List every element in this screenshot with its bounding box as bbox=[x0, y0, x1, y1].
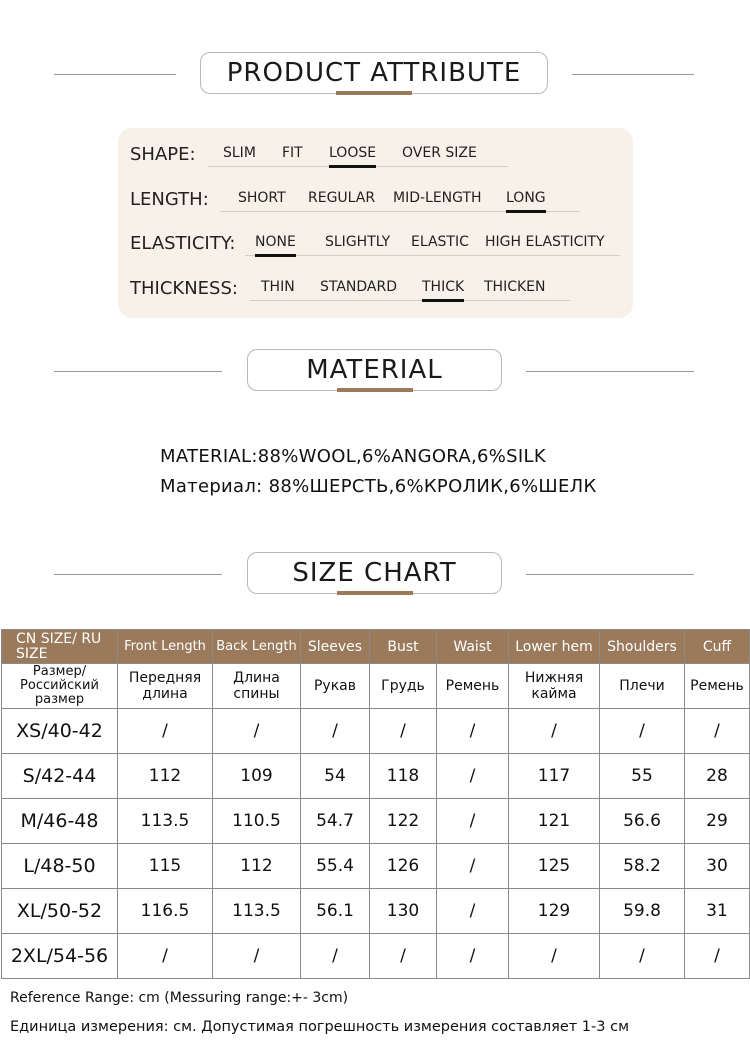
table-cell: / bbox=[301, 709, 370, 754]
header-ru-cell: Размер/ Российский размер bbox=[2, 664, 118, 709]
table-cell: 109 bbox=[213, 754, 301, 799]
divider-right bbox=[572, 74, 694, 75]
attr-option: THICKEN bbox=[484, 279, 546, 295]
attr-option-selected: LONG bbox=[506, 190, 546, 206]
table-cell: / bbox=[370, 934, 437, 979]
table-row bbox=[2, 889, 750, 934]
attr-option-selected: THICK bbox=[422, 279, 465, 295]
size-cell: L/48-50 bbox=[2, 844, 118, 889]
material-ru-value: 88%ШЕРСТЬ,6%КРОЛИК,6%ШЕЛК bbox=[268, 476, 597, 497]
table-row bbox=[2, 709, 750, 754]
divider-right bbox=[526, 371, 694, 372]
attribute-panel bbox=[118, 128, 633, 318]
table-cell: 113.5 bbox=[118, 799, 213, 844]
reference-note-en: Reference Range: cm (Messuring range:+- 3cm) bbox=[10, 990, 349, 1006]
section-header-size-chart bbox=[0, 552, 750, 602]
material-ru-label: Материал: bbox=[160, 476, 263, 497]
table-cell: 121 bbox=[509, 799, 600, 844]
header-ru-cell: Передняя длина bbox=[118, 664, 213, 709]
divider-left bbox=[54, 574, 222, 575]
table-cell: 29 bbox=[685, 799, 750, 844]
table-cell: 115 bbox=[118, 844, 213, 889]
header-cell: Cuff bbox=[685, 630, 750, 664]
table-cell: 31 bbox=[685, 889, 750, 934]
attr-option-selected: LOOSE bbox=[329, 145, 377, 161]
table-cell: 55.4 bbox=[301, 844, 370, 889]
size-cell: M/46-48 bbox=[2, 799, 118, 844]
divider-left bbox=[54, 371, 222, 372]
table-cell: 112 bbox=[213, 844, 301, 889]
table-cell: 126 bbox=[370, 844, 437, 889]
table-cell: / bbox=[213, 934, 301, 979]
table-cell: / bbox=[437, 709, 509, 754]
section-header-material bbox=[0, 349, 750, 399]
table-cell: / bbox=[370, 709, 437, 754]
table-cell: 54 bbox=[301, 754, 370, 799]
table-row bbox=[2, 799, 750, 844]
material-en-value: 88%WOOL,6%ANGORA,6%SILK bbox=[257, 446, 546, 467]
header-ru-cell: Плечи bbox=[600, 664, 685, 709]
table-cell: / bbox=[213, 709, 301, 754]
material-en bbox=[160, 446, 546, 467]
table-cell: 116.5 bbox=[118, 889, 213, 934]
table-cell: / bbox=[301, 934, 370, 979]
attr-option: SLIM bbox=[223, 145, 256, 161]
table-cell: / bbox=[600, 709, 685, 754]
header-cell: Sleeves bbox=[301, 630, 370, 664]
table-cell: / bbox=[600, 934, 685, 979]
table-cell: 113.5 bbox=[213, 889, 301, 934]
divider-left bbox=[54, 74, 176, 75]
table-cell: 55 bbox=[600, 754, 685, 799]
section-header-product-attribute bbox=[0, 52, 750, 102]
attr-option: ELASTIC bbox=[411, 234, 469, 250]
table-cell: / bbox=[437, 889, 509, 934]
table-row bbox=[2, 934, 750, 979]
table-cell: 110.5 bbox=[213, 799, 301, 844]
attr-rule bbox=[250, 300, 570, 301]
header-ru-cell: Грудь bbox=[370, 664, 437, 709]
accent-bar bbox=[337, 388, 413, 392]
table-header-ru bbox=[2, 664, 750, 709]
size-cell: XS/40-42 bbox=[2, 709, 118, 754]
table-cell: 129 bbox=[509, 889, 600, 934]
table-cell: / bbox=[509, 934, 600, 979]
size-cell: XL/50-52 bbox=[2, 889, 118, 934]
accent-bar bbox=[337, 591, 413, 595]
header-cell: Bust bbox=[370, 630, 437, 664]
header-cell: Lower hem bbox=[509, 630, 600, 664]
section-title-text: PRODUCT ATTRIBUTE bbox=[226, 58, 522, 88]
table-cell: / bbox=[437, 754, 509, 799]
header-cell: Waist bbox=[437, 630, 509, 664]
table-cell: 30 bbox=[685, 844, 750, 889]
section-title-text: SIZE CHART bbox=[292, 558, 457, 588]
header-cell: Front Length bbox=[118, 630, 213, 664]
table-cell: 118 bbox=[370, 754, 437, 799]
attr-option: OVER SIZE bbox=[402, 145, 477, 161]
table-cell: / bbox=[685, 709, 750, 754]
attr-row-thickness bbox=[130, 278, 610, 308]
attr-label-elasticity: ELASTICITY: bbox=[130, 233, 236, 254]
attr-label-thickness: THICKNESS: bbox=[130, 278, 238, 299]
attr-row-shape bbox=[130, 144, 610, 174]
table-cell: 58.2 bbox=[600, 844, 685, 889]
section-title-text: MATERIAL bbox=[306, 355, 443, 385]
table-cell: / bbox=[118, 934, 213, 979]
attr-option-selected: NONE bbox=[255, 234, 296, 250]
size-cell: 2XL/54-56 bbox=[2, 934, 118, 979]
table-cell: 117 bbox=[509, 754, 600, 799]
table-row bbox=[2, 754, 750, 799]
size-chart-table bbox=[1, 629, 750, 979]
attr-row-length bbox=[130, 189, 610, 219]
table-cell: / bbox=[509, 709, 600, 754]
table-cell: 125 bbox=[509, 844, 600, 889]
attr-option: REGULAR bbox=[308, 190, 376, 206]
attr-rule bbox=[245, 255, 620, 256]
header-cell: Back Length bbox=[213, 630, 301, 664]
table-cell: 56.6 bbox=[600, 799, 685, 844]
attr-option: THIN bbox=[261, 279, 295, 295]
attr-label-shape: SHAPE: bbox=[130, 144, 196, 165]
material-ru bbox=[160, 476, 597, 497]
table-cell: 28 bbox=[685, 754, 750, 799]
table-cell: / bbox=[685, 934, 750, 979]
attr-row-elasticity bbox=[130, 233, 630, 263]
table-cell: 112 bbox=[118, 754, 213, 799]
table-header-en bbox=[2, 630, 750, 664]
attr-option: HIGH ELASTICITY bbox=[485, 234, 605, 250]
table-cell: / bbox=[437, 844, 509, 889]
section-title bbox=[247, 552, 502, 594]
attr-option: FIT bbox=[282, 145, 303, 161]
header-cell: CN SIZE/ RU SIZE bbox=[2, 630, 118, 664]
reference-note-ru: Единица измерения: см. Допустимая погрешность измерения составляет 1-3 см bbox=[10, 1019, 630, 1035]
table-cell: 59.8 bbox=[600, 889, 685, 934]
table-cell: 130 bbox=[370, 889, 437, 934]
header-ru-cell: Длина спины bbox=[213, 664, 301, 709]
header-ru-cell: Нижняя кайма bbox=[509, 664, 600, 709]
table-cell: / bbox=[437, 934, 509, 979]
size-cell: S/42-44 bbox=[2, 754, 118, 799]
header-ru-cell: Рукав bbox=[301, 664, 370, 709]
table-cell: 122 bbox=[370, 799, 437, 844]
header-cell: Shoulders bbox=[600, 630, 685, 664]
accent-bar bbox=[336, 91, 412, 95]
header-ru-cell: Ремень bbox=[437, 664, 509, 709]
material-en-label: MATERIAL: bbox=[160, 446, 258, 467]
attr-option: SLIGHTLY bbox=[325, 234, 391, 250]
attr-option: SHORT bbox=[238, 190, 286, 206]
table-cell: 56.1 bbox=[301, 889, 370, 934]
header-ru-cell: Ремень bbox=[685, 664, 750, 709]
section-title bbox=[247, 349, 502, 391]
attr-option: MID-LENGTH bbox=[393, 190, 482, 206]
attr-label-length: LENGTH: bbox=[130, 189, 209, 210]
table-cell: / bbox=[118, 709, 213, 754]
table-row bbox=[2, 844, 750, 889]
table-cell: 54.7 bbox=[301, 799, 370, 844]
attr-option: STANDARD bbox=[320, 279, 398, 295]
table-cell: / bbox=[437, 799, 509, 844]
divider-right bbox=[526, 574, 694, 575]
section-title bbox=[200, 52, 548, 94]
